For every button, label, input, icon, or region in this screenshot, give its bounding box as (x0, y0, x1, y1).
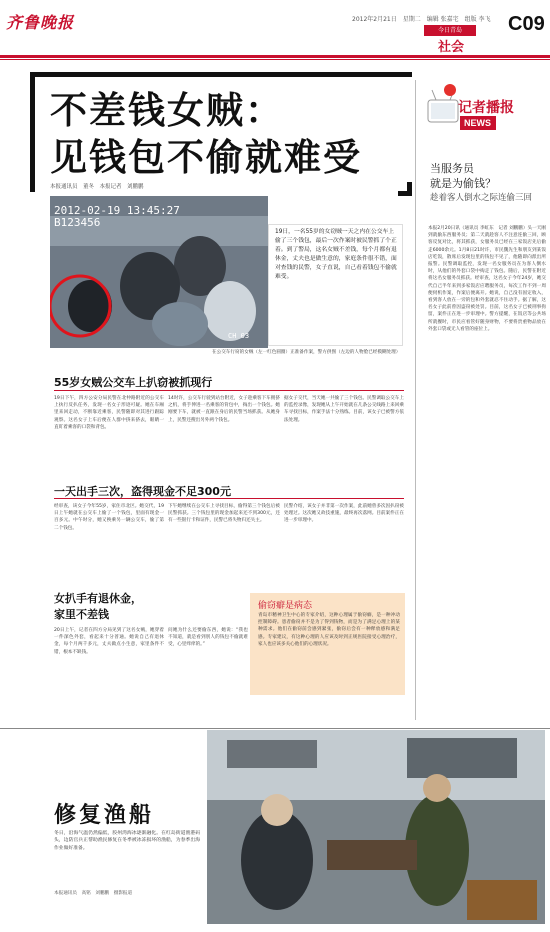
section1-column3: 据女子交代，当天她一共偷了三个钱包。民警调取公交车上的监控录像，发现她从上午开始就在几条公交线路上来回乘车寻找目标，作案手法十分熟练。目前，该女子已被警方依法处理。 (284, 396, 404, 423)
photo-caption: 在公交车行窃的女贼（左一红色圆圈）正准备作案，警方供图（左边的人物脸已经模糊处理） (212, 350, 401, 355)
page-number: C09 (508, 13, 545, 35)
cctv-timestamp-line1: 2012-02-19 13:45:27 (54, 204, 180, 217)
section2-column1: 经审查，该女子今年55岁，家住市北区。她交代，19日上午她就在公交车上偷了一个钱包，里面有现金一百多元。中午时分，她又换乘另一辆公交车，偷了第二个钱包。 (54, 504, 164, 531)
section3-heading-line1: 女扒手有退休金， (54, 592, 142, 605)
section1-rule (54, 390, 404, 391)
dateline: 2012年2月21日 星期二 编辑 张嘉宅 组版 李飞 (352, 16, 491, 23)
sidebar-text: 青岛市精神卫生中心的专家介绍，这种心理属于偷窃癖，是一种冲动控制障碍。患者偷窃并不是为了得到钱物，而是为了满足心理上的某种需求。他们在偷窃前会感到紧张，偷窃后会有一种释放感和满足感。专家建议，有这种心理的人应该及时到正规医院接受心理治疗，家人也应该多关心他们的心理状况。 (258, 613, 400, 647)
news-sign: NEWS (464, 118, 491, 128)
boat-repair-illustration (207, 730, 545, 924)
bottom-byline: 本报通讯员 高铭 刘鹏鹏 摄影报道 (54, 891, 133, 896)
right-headline-line2: 就是为偷钱？ (430, 177, 496, 190)
bottom-article-text: 冬日，沿海气温仍然偏低，胶州湾海冰逐渐融化。在红岛街道渔港码头，边防官兵正帮助渔民修复在冬季被冰冻损坏的渔船，为春季出海作业做好准备。 (54, 831, 200, 851)
section3-heading-line2: 家里不差钱 (54, 608, 109, 621)
section2-rule (54, 498, 404, 499)
newspaper-masthead: 齐鲁晚报 (6, 13, 75, 32)
cctv-timestamp (54, 205, 180, 229)
main-headline-line1: 不差钱女贼： (50, 89, 284, 132)
section3-column2: 问她为什么还要偷东西，她说：“我也不知道，就是看到别人的钱包不偷就难受，心里痒痒的。” (168, 628, 248, 648)
header-rule-thin (0, 59, 550, 60)
sidebar-title: 偷窃癖是病态 (258, 601, 313, 611)
main-headline-line2: 见钱包不偷就难受 (50, 136, 362, 179)
column-rule (415, 80, 416, 720)
section2-column3: 民警介绍，该女子并非第一次作案，此前她曾多次因扒窃被处理过。这次她又故技重施，最终再次落网。目前案件正在进一步审理中。 (284, 504, 404, 524)
section1-column1: 19日下午，四方公安分局民警在北仲路附近的公交车上执行反扒任务，发现一名女子形迹可疑。她在车厢里来回走动，不断靠近乘客，民警随即对其进行跟踪观察。这名女子上车后便在人群中挤来挤去，眼睛一直盯着乘客的口袋和背包。 (54, 396, 164, 430)
section-name: 社会 (438, 40, 465, 55)
reporter-label: 记者播报 (458, 100, 514, 116)
section-band: 今日青岛 (424, 25, 476, 36)
cctv-timestamp-line2: B123456 (54, 216, 101, 229)
section1-column2: 14时许，公交车行驶到站台附近，女子趁乘客下车拥挤之机，将手伸进一名乘客的背包中，掏出一个钱包。她刚要下车，就被一直跟在身后的民警当场抓获。从她身上，民警还搜出另外两个钱包。 (168, 396, 280, 423)
cctv-channel-label: CH 03 (228, 332, 250, 340)
section1-heading: 55岁女贼公交车上扒窃被抓现行 (54, 376, 213, 389)
headline-bracket-corner (398, 182, 412, 196)
fishing-boat-photo (207, 730, 545, 924)
headline-byline: 本报通讯员 董冬 本报记者 刘鹏鹏 (50, 184, 144, 190)
right-headline-line1: 当服务员 (430, 162, 474, 175)
bottom-rule (0, 728, 550, 729)
right-article-body: 本报2月20日讯（通讯员 李虹东 记者 刘鹏鹏）头一天刚到就偷东西服务员；第二天就趁客人不注意连偷三回，顾客反复对比，将其抓获，女服务员已经在三家饭店先后偷走6000余元。1月8日21时许，市民魏先生和朋友到某饭店吃饭，散席后发现包里的钱包不见了，他随即向派出所报警。民警调取监控，发现一名女服务员在为客人倒水时，从他们的外套口袋中掏走了钱包。随后，民警在附近将这名女服务员抓获。经审查，这名女子今年24岁，她交代自己半年来到多家饭店应聘服务员，每次工作不到一周便伺机作案，作案后便离开。她说，自己没有固定收入，看到客人放在一旁的包和外套就忍不住动手。据了解，这名女子此前曾因盗窃被处罚。目前，这名女子已被刑事拘留，案件正在进一步审理中。警方提醒，在饭店等公共场所就餐时，市民应看管好随身财物，不要将贵重物品放在外套口袋或无人看管的座位上。 (428, 226, 546, 332)
header-rule (0, 55, 550, 58)
intro-text: 19日，一名55岁的女窃贼一天之内在公交车上偷了三个钱包，最后一次作案时被民警抓了个正着。到了警局，这名女贼不差钱，每个月都有退休金，丈夫也是做生意的，家庭条件很不错，面对查钱的民警，女子直说，自己看着钱包不偷就难受。 (275, 229, 397, 280)
bottom-headline: 修复渔船 (54, 803, 155, 828)
section2-heading: 一天出手三次，盗得现金不足300元 (54, 485, 231, 498)
right-subheadline: 趁着客人倒水之际连偷三回 (430, 193, 533, 203)
section3-column1: 20日上午，记者在四方分局见到了这名女贼，她穿着一件深色外套，看起来十分普通。她说自己有退休金，每个月两千多元，丈夫做点小生意，家里条件不错，根本不缺钱。 (54, 628, 164, 655)
section2-column2: 下午她继续在公交车上寻找目标，偷得第三个钱包后被民警抓获。三个钱包里的现金加起来还不到300元，还有一些银行卡和证件，民警已将失物归还失主。 (168, 504, 280, 524)
